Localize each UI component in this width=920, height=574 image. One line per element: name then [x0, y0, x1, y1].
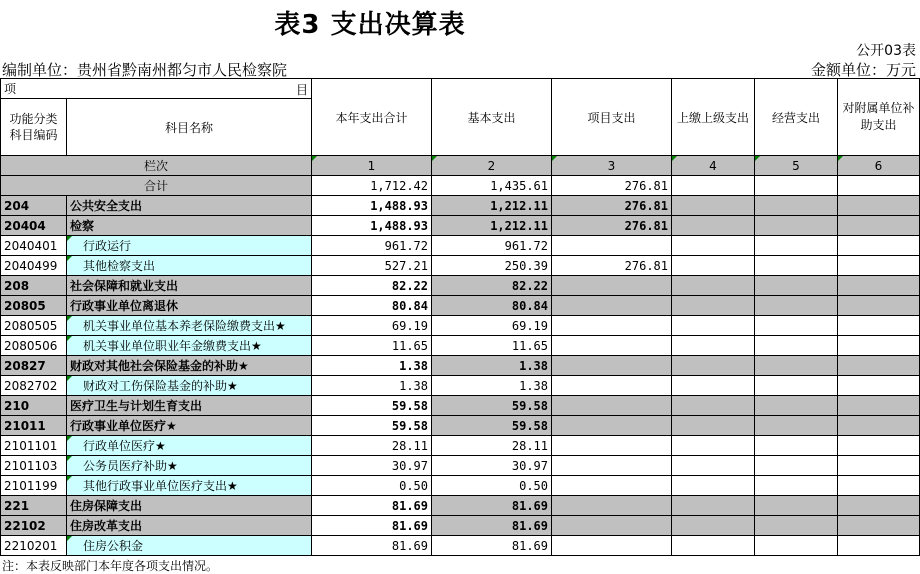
total-col4 — [672, 176, 755, 196]
total-col1: 1,712.42 — [312, 176, 432, 196]
row-col4 — [672, 516, 755, 536]
row-col6 — [838, 416, 920, 436]
row-total: 1,488.93 — [312, 216, 432, 236]
row-col4 — [672, 436, 755, 456]
row-name: 住房公积金 — [67, 536, 312, 556]
row-total: 81.69 — [312, 496, 432, 516]
row-name: 住房保障支出 — [67, 496, 312, 516]
row-col5 — [755, 336, 838, 356]
row-col5 — [755, 356, 838, 376]
row-total: 961.72 — [312, 236, 432, 256]
row-project — [552, 356, 672, 376]
row-name: 行政单位医疗★ — [67, 436, 312, 456]
row-basic: 961.72 — [432, 236, 552, 256]
row-code: 208 — [1, 276, 67, 296]
row-basic: 0.50 — [432, 476, 552, 496]
row-code: 20404 — [1, 216, 67, 236]
row-total: 0.50 — [312, 476, 432, 496]
table-row — [1, 196, 920, 216]
row-col5 — [755, 396, 838, 416]
row-col5 — [755, 256, 838, 276]
header-col6: 对附属单位补助支出 — [838, 79, 920, 156]
row-col4 — [672, 496, 755, 516]
row-project — [552, 516, 672, 536]
total-col3: 276.81 — [552, 176, 672, 196]
row-col4 — [672, 216, 755, 236]
row-col6 — [838, 436, 920, 456]
amount-unit-label: 金额单位：万元 — [810, 61, 916, 79]
row-col5 — [755, 196, 838, 216]
row-total: 1,488.93 — [312, 196, 432, 216]
row-col5 — [755, 416, 838, 436]
row-code: 2101199 — [1, 476, 67, 496]
total-label: 合计 — [1, 176, 312, 196]
row-project: 276.81 — [552, 196, 672, 216]
row-basic: 11.65 — [432, 336, 552, 356]
lanci-3: 3 — [552, 156, 672, 176]
header-col2: 基本支出 — [432, 79, 552, 156]
lanci-label: 栏次 — [1, 156, 312, 176]
row-project — [552, 296, 672, 316]
table-row — [1, 336, 920, 356]
table-row — [1, 276, 920, 296]
row-total: 81.69 — [312, 516, 432, 536]
row-name: 医疗卫生与计划生育支出 — [67, 396, 312, 416]
lanci-2: 2 — [432, 156, 552, 176]
row-code: 2210201 — [1, 536, 67, 556]
row-basic: 69.19 — [432, 316, 552, 336]
page-title: 表3 支出决算表 — [274, 10, 466, 40]
row-basic: 1,212.11 — [432, 196, 552, 216]
table-row — [1, 416, 920, 436]
row-basic: 1,212.11 — [432, 216, 552, 236]
row-col6 — [838, 296, 920, 316]
row-basic: 82.22 — [432, 276, 552, 296]
row-basic: 80.84 — [432, 296, 552, 316]
row-col5 — [755, 496, 838, 516]
row-col5 — [755, 296, 838, 316]
row-col6 — [838, 336, 920, 356]
row-col6 — [838, 256, 920, 276]
row-col6 — [838, 276, 920, 296]
row-total: 69.19 — [312, 316, 432, 336]
row-col6 — [838, 356, 920, 376]
header-mu: 目 — [295, 83, 308, 97]
row-col6 — [838, 316, 920, 336]
row-code: 21011 — [1, 416, 67, 436]
row-code: 2082702 — [1, 376, 67, 396]
row-basic: 1.38 — [432, 356, 552, 376]
total-col2: 1,435.61 — [432, 176, 552, 196]
table-row — [1, 236, 920, 256]
header-col5: 经营支出 — [755, 79, 838, 156]
table-row — [1, 476, 920, 496]
row-code: 2101101 — [1, 436, 67, 456]
row-code: 2040499 — [1, 256, 67, 276]
header-xiang: 项 — [4, 82, 17, 97]
row-code: 204 — [1, 196, 67, 216]
row-basic: 81.69 — [432, 536, 552, 556]
table-row — [1, 376, 920, 396]
row-total: 28.11 — [312, 436, 432, 456]
row-col6 — [838, 456, 920, 476]
table-row — [1, 496, 920, 516]
row-name: 公共安全支出 — [67, 196, 312, 216]
row-total: 30.97 — [312, 456, 432, 476]
row-basic: 81.69 — [432, 516, 552, 536]
row-name: 社会保障和就业支出 — [67, 276, 312, 296]
row-col4 — [672, 396, 755, 416]
row-project — [552, 376, 672, 396]
row-col5 — [755, 476, 838, 496]
row-project — [552, 336, 672, 356]
row-col6 — [838, 196, 920, 216]
lanci-4: 4 — [672, 156, 755, 176]
row-name: 财政对工伤保险基金的补助★ — [67, 376, 312, 396]
table-row — [1, 296, 920, 316]
table-row — [1, 436, 920, 456]
row-code: 2080505 — [1, 316, 67, 336]
row-total: 1.38 — [312, 356, 432, 376]
row-col4 — [672, 196, 755, 216]
row-name: 财政对其他社会保险基金的补助★ — [67, 356, 312, 376]
row-code: 2101103 — [1, 456, 67, 476]
row-name: 检察 — [67, 216, 312, 236]
row-project: 276.81 — [552, 256, 672, 276]
row-name: 公务员医疗补助★ — [67, 456, 312, 476]
row-project — [552, 396, 672, 416]
row-name: 行政事业单位离退休 — [67, 296, 312, 316]
row-col6 — [838, 396, 920, 416]
row-col5 — [755, 276, 838, 296]
table-row — [1, 356, 920, 376]
row-col5 — [755, 236, 838, 256]
table-row — [1, 256, 920, 276]
row-code: 20827 — [1, 356, 67, 376]
row-name: 其他检察支出 — [67, 256, 312, 276]
row-code: 20805 — [1, 296, 67, 316]
row-col5 — [755, 536, 838, 556]
row-name: 其他行政事业单位医疗支出★ — [67, 476, 312, 496]
row-col4 — [672, 336, 755, 356]
row-total: 59.58 — [312, 396, 432, 416]
row-total: 80.84 — [312, 296, 432, 316]
lanci-1: 1 — [312, 156, 432, 176]
row-col5 — [755, 436, 838, 456]
row-col5 — [755, 316, 838, 336]
form-number: 公开03表 — [856, 43, 916, 59]
row-basic: 28.11 — [432, 436, 552, 456]
row-project — [552, 496, 672, 516]
row-project — [552, 536, 672, 556]
table-row — [1, 536, 920, 556]
table-row — [1, 216, 920, 236]
row-name: 机关事业单位职业年金缴费支出★ — [67, 336, 312, 356]
header-xiang-mu — [1, 79, 312, 99]
row-col4 — [672, 296, 755, 316]
row-col4 — [672, 236, 755, 256]
header-code: 功能分类科目编码 — [1, 99, 67, 156]
table-row — [1, 456, 920, 476]
table-row — [1, 316, 920, 336]
row-code: 221 — [1, 496, 67, 516]
row-name: 住房改革支出 — [67, 516, 312, 536]
row-project — [552, 276, 672, 296]
total-col5 — [755, 176, 838, 196]
row-total: 59.58 — [312, 416, 432, 436]
row-total: 11.65 — [312, 336, 432, 356]
row-col6 — [838, 376, 920, 396]
row-name: 行政运行 — [67, 236, 312, 256]
row-total: 1.38 — [312, 376, 432, 396]
row-col4 — [672, 376, 755, 396]
row-basic: 59.58 — [432, 416, 552, 436]
row-col4 — [672, 536, 755, 556]
header-name: 科目名称 — [67, 99, 312, 156]
row-col4 — [672, 316, 755, 336]
row-code: 22102 — [1, 516, 67, 536]
row-basic: 250.39 — [432, 256, 552, 276]
row-name: 机关事业单位基本养老保险缴费支出★ — [67, 316, 312, 336]
row-col6 — [838, 516, 920, 536]
row-total: 527.21 — [312, 256, 432, 276]
lanci-6: 6 — [838, 156, 920, 176]
lanci-5: 5 — [755, 156, 838, 176]
row-name: 行政事业单位医疗★ — [67, 416, 312, 436]
row-project: 276.81 — [552, 216, 672, 236]
row-col4 — [672, 276, 755, 296]
row-col5 — [755, 516, 838, 536]
row-col4 — [672, 416, 755, 436]
row-project — [552, 236, 672, 256]
total-col6 — [838, 176, 920, 196]
row-col4 — [672, 256, 755, 276]
row-project — [552, 436, 672, 456]
header-col1: 本年支出合计 — [312, 79, 432, 156]
header-col4: 上缴上级支出 — [672, 79, 755, 156]
row-col6 — [838, 216, 920, 236]
row-col6 — [838, 496, 920, 516]
footnote: 注：本表反映部门本年度各项支出情况。 — [2, 559, 219, 573]
row-total: 82.22 — [312, 276, 432, 296]
row-project — [552, 476, 672, 496]
row-col5 — [755, 216, 838, 236]
row-basic: 81.69 — [432, 496, 552, 516]
row-col5 — [755, 376, 838, 396]
row-col4 — [672, 456, 755, 476]
row-code: 2080506 — [1, 336, 67, 356]
row-basic: 30.97 — [432, 456, 552, 476]
row-project — [552, 416, 672, 436]
row-col6 — [838, 476, 920, 496]
table-row — [1, 516, 920, 536]
row-project — [552, 316, 672, 336]
row-col6 — [838, 536, 920, 556]
expenditure-table — [0, 78, 920, 556]
row-project — [552, 456, 672, 476]
row-basic: 59.58 — [432, 396, 552, 416]
header-col3: 项目支出 — [552, 79, 672, 156]
row-basic: 1.38 — [432, 376, 552, 396]
row-code: 2040401 — [1, 236, 67, 256]
table-row — [1, 396, 920, 416]
row-total: 81.69 — [312, 536, 432, 556]
organization-label: 编制单位：贵州省黔南州都匀市人民检察院 — [2, 61, 288, 79]
row-code: 210 — [1, 396, 67, 416]
row-col4 — [672, 356, 755, 376]
row-col5 — [755, 456, 838, 476]
row-col6 — [838, 236, 920, 256]
row-col4 — [672, 476, 755, 496]
